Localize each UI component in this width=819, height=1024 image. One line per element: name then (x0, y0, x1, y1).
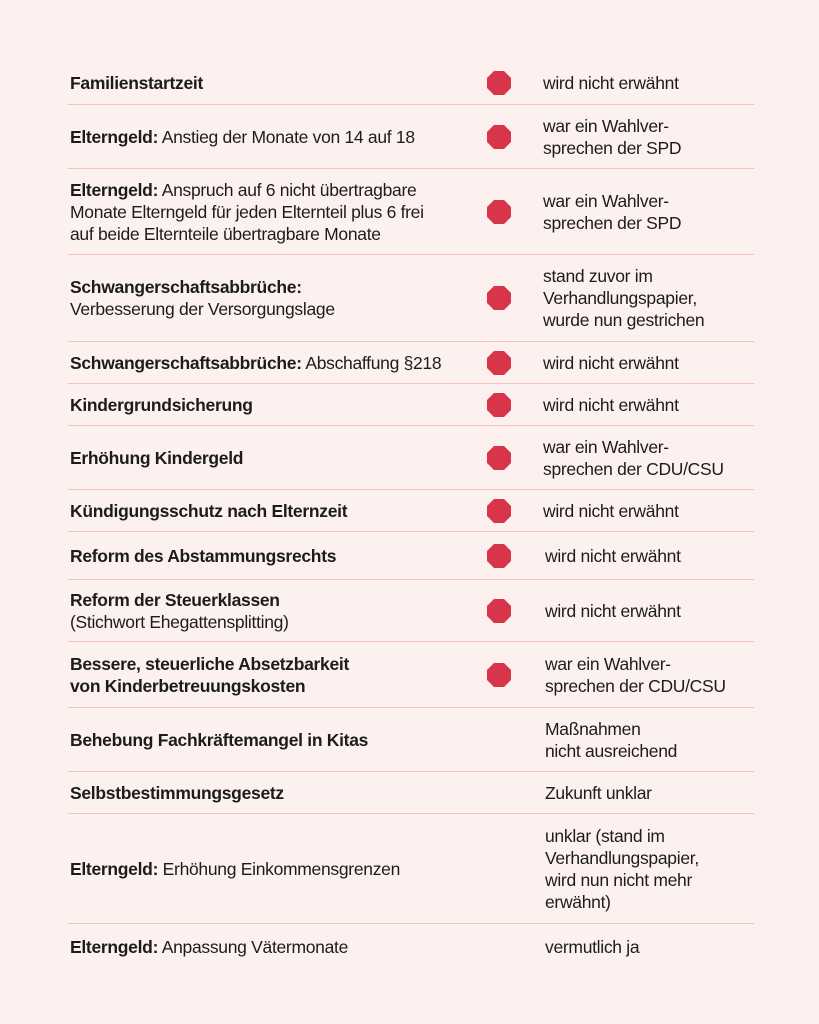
row-status: war ein Wahlver- sprechen der SPD (543, 115, 682, 158)
table-row (68, 708, 754, 772)
table-row (68, 342, 754, 384)
row-label-bold: Schwangerschaftsabbrüche: (70, 277, 302, 297)
row-label-bold: Elterngeld: (70, 179, 159, 200)
row-label-text: Abschaffung §218 (301, 352, 442, 373)
row-label (68, 447, 472, 469)
row-status: wird nicht erwähnt (543, 394, 679, 415)
table-row (68, 255, 754, 342)
table-row (68, 924, 754, 970)
red-octagon-stop-icon (487, 544, 511, 568)
row-label-text: Anpassung Vätermonate (158, 937, 349, 957)
row-label (68, 589, 472, 633)
table-row (68, 61, 754, 105)
row-label (68, 729, 472, 751)
row-status: stand zuvor im Verhandlungspapier, wurde nun gestrichen (543, 266, 705, 330)
table-row (68, 105, 754, 169)
row-label-text: (Stichwort Ehegattensplitting) (70, 611, 289, 632)
red-octagon-stop-icon (487, 200, 511, 224)
row-label-bold: Kindergrundsicherung (70, 394, 253, 415)
row-label-bold: Elterngeld: (70, 858, 159, 879)
row-status: wird nicht erwähnt (543, 352, 679, 373)
row-status: Zukunft unklar (545, 782, 652, 803)
table-row (68, 532, 754, 580)
row-label (68, 394, 472, 416)
row-label-bold: Elterngeld: (70, 937, 159, 957)
row-label-bold: Erhöhung Kindergeld (70, 447, 244, 468)
table-row (68, 814, 754, 924)
red-octagon-stop-icon (487, 393, 511, 417)
row-label-bold: Schwangerschaftsabbrüche: (70, 352, 302, 373)
row-label-bold: Selbstbestimmungsgesetz (70, 782, 284, 803)
row-status: war ein Wahlver- sprechen der CDU/CSU (543, 436, 724, 479)
row-label-bold: Elterngeld: (70, 126, 159, 147)
red-octagon-stop-icon (487, 599, 511, 623)
row-label (68, 545, 472, 567)
row-status: unklar (stand im Verhandlungspapier, wird nun nicht mehr erwähnt) (545, 825, 699, 912)
row-label (68, 352, 472, 374)
row-label-text: Erhöhung Einkommensgrenzen (158, 858, 401, 879)
row-label-text: Anstieg der Monate von 14 auf 18 (158, 126, 415, 147)
row-label (68, 858, 472, 880)
table-row (68, 580, 754, 642)
table-row (68, 772, 754, 814)
row-status: wird nicht erwähnt (543, 72, 679, 93)
row-status: vermutlich ja (545, 937, 640, 957)
table-row (68, 169, 754, 255)
red-octagon-stop-icon (487, 446, 511, 470)
row-label-text: Verbesserung der Versorgungslage (70, 299, 335, 319)
row-status: wird nicht erwähnt (545, 600, 681, 621)
table-row (68, 384, 754, 426)
row-label (68, 126, 472, 148)
red-octagon-stop-icon (487, 125, 511, 149)
table-row (68, 426, 754, 490)
red-octagon-stop-icon (487, 286, 511, 310)
red-octagon-stop-icon (487, 71, 511, 95)
row-label (68, 179, 472, 245)
row-label-bold: Familienstartzeit (70, 72, 203, 93)
row-label (68, 653, 472, 697)
red-octagon-stop-icon (487, 351, 511, 375)
row-label-bold: Kündigungsschutz nach Elternzeit (70, 500, 348, 521)
row-label (68, 936, 472, 958)
row-label-bold: Bessere, steuerliche Absetzbarkeit von Kinderbetreuungskosten (70, 653, 350, 696)
row-status: wird nicht erwähnt (543, 500, 679, 521)
row-label (68, 500, 472, 522)
row-label (68, 72, 472, 94)
row-status: war ein Wahlver- sprechen der CDU/CSU (545, 653, 726, 696)
row-label (68, 782, 472, 804)
table-row (68, 642, 754, 708)
row-label-bold: Behebung Fachkräftemangel in Kitas (70, 729, 369, 750)
table-row (68, 490, 754, 532)
row-status: war ein Wahlver- sprechen der SPD (543, 190, 682, 233)
red-octagon-stop-icon (487, 499, 511, 523)
row-label-bold: Reform der Steuerklassen (70, 589, 280, 610)
policy-status-table (68, 61, 754, 970)
row-label-text: Anspruch auf 6 nicht übertragbare Monate Elterngeld für jeden Elternteil plus 6 frei auf beide Elternteile übertragbare Monate (70, 179, 424, 244)
row-status: Maßnahmen nicht ausreichend (545, 718, 678, 761)
red-octagon-stop-icon (487, 663, 511, 687)
row-label-bold: Reform des Abstammungsrechts (70, 545, 337, 566)
row-label (68, 276, 472, 320)
row-status: wird nicht erwähnt (545, 545, 681, 566)
